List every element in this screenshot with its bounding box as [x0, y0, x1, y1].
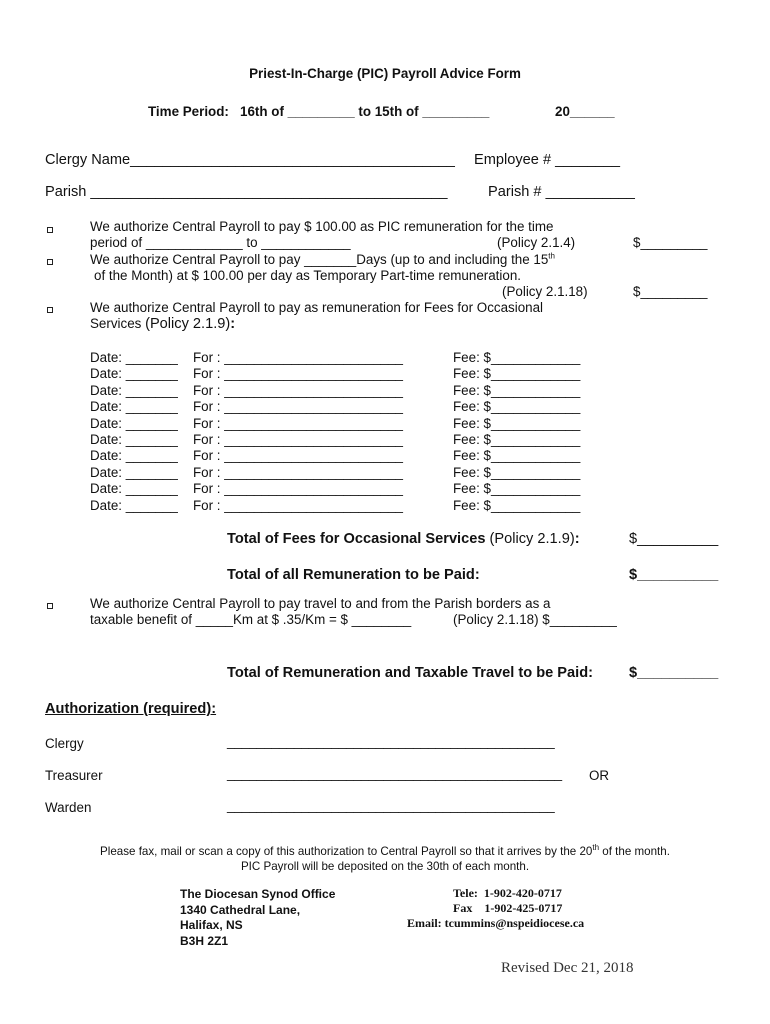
parish-field[interactable]: Parish ____________________________________________ [45, 184, 448, 200]
or-label: OR [589, 768, 610, 783]
fee-row-for[interactable]: For : ________________________ [193, 415, 403, 431]
item3-text-line1: We authorize Central Payroll to pay as remuneration for Fees for Occasional [90, 300, 544, 315]
travel-text-line1: We authorize Central Payroll to pay travel to and from the Parish borders as a [90, 596, 551, 611]
item2-policy: (Policy 2.1.18) [502, 284, 588, 299]
fee-row-date[interactable]: Date: _______ [90, 481, 178, 497]
item1-checkbox[interactable] [47, 227, 53, 233]
total-all-label: Total of all Remuneration to be Paid: [227, 567, 480, 583]
office-address: The Diocesan Synod Office 1340 Cathedral Lane, Halifax, NS B3H 2Z1 [180, 887, 336, 948]
item1-policy: (Policy 2.1.4) [497, 235, 576, 250]
fee-row-fee[interactable]: Fee: $____________ [453, 382, 581, 398]
fee-row-fee[interactable]: Fee: $____________ [453, 464, 581, 480]
fee-row-for[interactable]: For : ________________________ [193, 497, 403, 513]
fee-row-for[interactable]: For : ________________________ [193, 399, 403, 415]
fee-row-date[interactable]: Date: _______ [90, 399, 178, 415]
fee-row-fee[interactable]: Fee: $____________ [453, 415, 581, 431]
fee-row-fee[interactable]: Fee: $____________ [453, 350, 581, 365]
fee-row-date[interactable]: Date: _______ [90, 448, 178, 464]
footer-note-line2: PIC Payroll will be deposited on the 30th of each month. [240, 860, 530, 873]
item3-checkbox[interactable] [47, 307, 53, 313]
fee-row-date[interactable]: Date: _______ [90, 415, 178, 431]
fee-row-date[interactable]: Date: _______ [90, 350, 178, 365]
office-email[interactable]: Email: tcummins@nspeidiocese.ca [407, 916, 585, 930]
office-tele: Tele: 1-902-420-0717 [453, 886, 562, 900]
fee-row-for[interactable]: For : ________________________ [193, 350, 403, 365]
total-all-amount-field[interactable]: $__________ [629, 567, 719, 583]
fee-row-fee[interactable]: Fee: $____________ [453, 481, 581, 497]
authorization-heading: Authorization (required): [45, 701, 217, 717]
clergy-label: Clergy [45, 736, 84, 751]
item2-text-line1: We authorize Central Payroll to pay _______Days (up to and including the 15th [90, 251, 555, 267]
treasurer-signature-line[interactable]: _____________________________________________ [227, 766, 563, 781]
travel-checkbox[interactable] [47, 603, 53, 609]
time-period[interactable]: Time Period: 16th of _________ to 15th of _________ [148, 104, 490, 119]
warden-signature-line[interactable]: ____________________________________________ [227, 798, 555, 813]
grand-total-label: Total of Remuneration and Taxable Travel to be Paid: [227, 665, 593, 681]
fee-row-date[interactable]: Date: _______ [90, 432, 178, 447]
fee-row-for[interactable]: For : ________________________ [193, 448, 403, 464]
warden-label: Warden [45, 800, 92, 815]
fee-row-date[interactable]: Date: _______ [90, 382, 178, 398]
grand-total-amount-field[interactable]: $__________ [629, 665, 719, 681]
item1-text-line1: We authorize Central Payroll to pay $ 100.00 as PIC remuneration for the time [90, 219, 554, 234]
fee-row-fee[interactable]: Fee: $____________ [453, 497, 581, 513]
item2-text-line2: of the Month) at $ 100.00 per day as Temporary Part-time remuneration. [94, 268, 521, 283]
year-field[interactable]: 20______ [555, 104, 615, 119]
fee-row-for[interactable]: For : ________________________ [193, 464, 403, 480]
fee-row-fee[interactable]: Fee: $____________ [453, 432, 581, 447]
item1-amount-field[interactable]: $_________ [633, 235, 708, 250]
item1-period-field[interactable]: period of _____________ to ____________ [90, 235, 351, 250]
fee-row-fee[interactable]: Fee: $____________ [453, 448, 581, 464]
treasurer-label: Treasurer [45, 768, 103, 783]
employee-number-field[interactable]: Employee # ________ [474, 152, 621, 168]
footer-note-line1: Please fax, mail or scan a copy of this authorization to Central Payroll so that it arrives by the 20th of the month. [100, 843, 670, 858]
fee-row-date[interactable]: Date: _______ [90, 464, 178, 480]
fee-row-fee[interactable]: Fee: $____________ [453, 399, 581, 415]
form-title: Priest-In-Charge (PIC) Payroll Advice Form [249, 66, 521, 81]
total-fees-label: Total of Fees for Occasional Services (Policy 2.1.9): [227, 531, 580, 547]
fee-row-date[interactable]: Date: _______ [90, 497, 178, 513]
revision-date: Revised Dec 21, 2018 [501, 960, 634, 976]
fee-row-for[interactable]: For : ________________________ [193, 382, 403, 398]
travel-km-field[interactable]: taxable benefit of _____Km at $ .35/Km = $ ________ [90, 612, 412, 627]
item3-text-line2: Services (Policy 2.1.9): [90, 316, 236, 332]
fee-row-fee[interactable]: Fee: $____________ [453, 366, 581, 382]
fee-row-for[interactable]: For : ________________________ [193, 481, 403, 497]
item2-amount-field[interactable]: $_________ [633, 284, 708, 299]
item2-checkbox[interactable] [47, 259, 53, 265]
travel-amount-field[interactable]: (Policy 2.1.18) $_________ [453, 612, 617, 627]
fee-row-date[interactable]: Date: _______ [90, 366, 178, 382]
parish-number-field[interactable]: Parish # ___________ [488, 184, 635, 200]
total-fees-amount-field[interactable]: $__________ [629, 531, 719, 547]
office-fax: Fax 1-902-425-0717 [453, 901, 563, 915]
clergy-name-field[interactable]: Clergy Name________________________________________ [45, 152, 455, 168]
fee-row-for[interactable]: For : ________________________ [193, 432, 403, 447]
clergy-signature-line[interactable]: ____________________________________________ [227, 734, 555, 749]
fee-row-for[interactable]: For : ________________________ [193, 366, 403, 382]
